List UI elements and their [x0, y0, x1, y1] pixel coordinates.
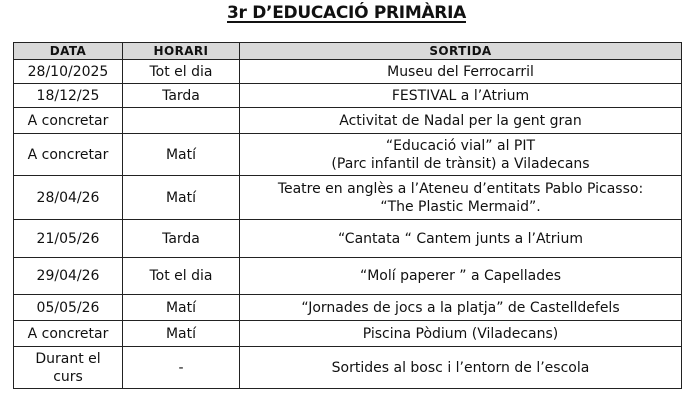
date-cell: 05/05/26 [14, 295, 123, 321]
time-cell [123, 108, 240, 134]
outing-cell: “Educació vial” al PIT (Parc infantil de trànsit) a Viladecans [240, 134, 682, 176]
time-cell: Tarda [123, 84, 240, 108]
page-title-text: 3r D’EDUCACIÓ PRIMÀRIA [227, 3, 466, 23]
date-cell: 28/10/2025 [14, 60, 123, 84]
column-header-time: HORARI [123, 43, 240, 60]
outing-cell: Sortides al bosc i l’entorn de l’escola [240, 347, 682, 389]
outing-cell: “Cantata “ Cantem junts a l’Atrium [240, 220, 682, 258]
time-cell: Matí [123, 134, 240, 176]
time-cell: Tot el dia [123, 60, 240, 84]
time-cell: - [123, 347, 240, 389]
table-row [14, 347, 682, 389]
outing-cell: “Jornades de jocs a la platja” de Castelldefels [240, 295, 682, 321]
date-cell: A concretar [14, 321, 123, 347]
column-header-outing: SORTIDA [240, 43, 682, 60]
time-cell: Matí [123, 295, 240, 321]
table-header-row [14, 43, 682, 60]
table-row [14, 258, 682, 295]
time-cell: Matí [123, 176, 240, 220]
column-header-date: DATA [14, 43, 123, 60]
time-cell: Tarda [123, 220, 240, 258]
time-cell: Matí [123, 321, 240, 347]
table-row [14, 108, 682, 134]
outing-cell: Teatre en anglès a l’Ateneu d’entitats Pablo Picasso: “The Plastic Mermaid”. [240, 176, 682, 220]
outings-table [13, 42, 682, 389]
outing-cell: Piscina Pòdium (Viladecans) [240, 321, 682, 347]
table-row [14, 295, 682, 321]
date-cell: 29/04/26 [14, 258, 123, 295]
outing-cell: Activitat de Nadal per la gent gran [240, 108, 682, 134]
table-row [14, 220, 682, 258]
date-cell: Durant el curs [14, 347, 123, 389]
table-row [14, 84, 682, 108]
date-cell: 21/05/26 [14, 220, 123, 258]
outing-cell: FESTIVAL a l’Atrium [240, 84, 682, 108]
table-row [14, 60, 682, 84]
page-title [0, 3, 693, 23]
table-row [14, 134, 682, 176]
outing-cell: Museu del Ferrocarril [240, 60, 682, 84]
table-row [14, 176, 682, 220]
time-cell: Tot el dia [123, 258, 240, 295]
outing-cell: “Molí paperer ” a Capellades [240, 258, 682, 295]
date-cell: 18/12/25 [14, 84, 123, 108]
date-cell: A concretar [14, 108, 123, 134]
date-cell: A concretar [14, 134, 123, 176]
date-cell: 28/04/26 [14, 176, 123, 220]
table-row [14, 321, 682, 347]
